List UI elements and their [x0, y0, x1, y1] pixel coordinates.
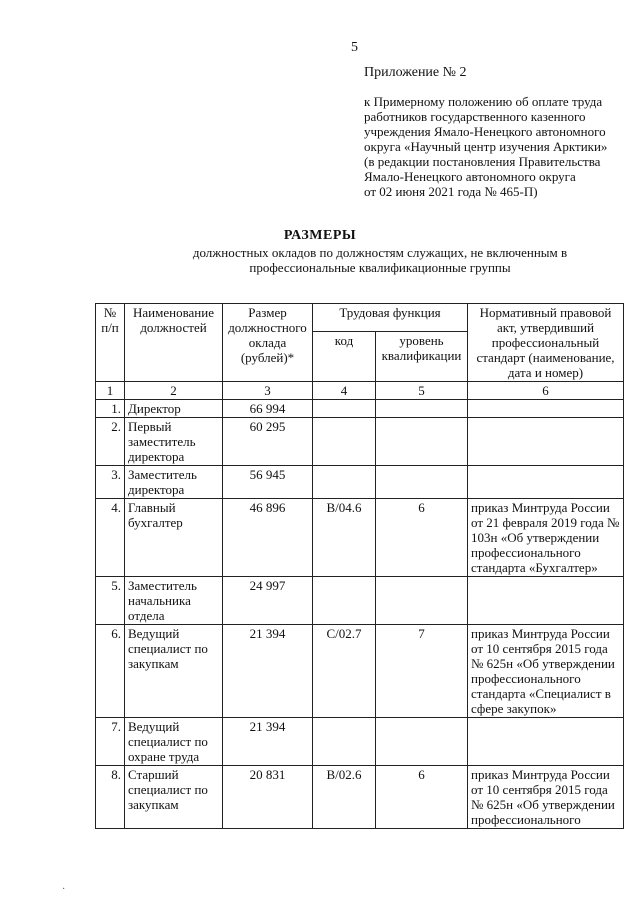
table-row	[96, 499, 624, 577]
row-name: Заместитель директора	[125, 466, 223, 499]
appendix-line: округа «Научный центр изучения Арктики»	[364, 139, 608, 154]
row-level	[376, 466, 468, 499]
header-act: Нормативный правовой акт, утвердивший профессиональный стандарт (наименование, дата и номер)	[468, 304, 624, 382]
row-act	[468, 718, 624, 766]
row-level: 7	[376, 625, 468, 718]
row-name: Директор	[125, 400, 223, 418]
row-num: 1.	[96, 400, 125, 418]
header-code: код	[313, 331, 376, 381]
table-row	[96, 577, 624, 625]
row-act: приказ Минтруда России от 10 сентября 2015 года № 625н «Об утверждении профессионального стандарта «Специалист в сфере закупок»	[468, 625, 624, 718]
row-name: Заместитель начальника отдела	[125, 577, 223, 625]
row-salary: 56 945	[223, 466, 313, 499]
table-row	[96, 466, 624, 499]
row-code	[313, 418, 376, 466]
row-num: 5.	[96, 577, 125, 625]
column-number: 3	[223, 382, 313, 400]
column-number: 1	[96, 382, 125, 400]
header-name: Наименование должностей	[125, 304, 223, 382]
row-name: Ведущий специалист по охране труда	[125, 718, 223, 766]
row-level: 6	[376, 766, 468, 829]
salary-table	[95, 303, 624, 829]
row-num: 8.	[96, 766, 125, 829]
row-salary: 66 994	[223, 400, 313, 418]
row-code	[313, 466, 376, 499]
row-code: С/02.7	[313, 625, 376, 718]
column-number: 6	[468, 382, 624, 400]
row-level	[376, 400, 468, 418]
row-level: 6	[376, 499, 468, 577]
row-code: В/04.6	[313, 499, 376, 577]
appendix-line: от 02 июня 2021 года № 465-П)	[364, 184, 538, 199]
row-name: Главный бухгалтер	[125, 499, 223, 577]
row-salary: 20 831	[223, 766, 313, 829]
row-salary: 24 997	[223, 577, 313, 625]
row-code	[313, 577, 376, 625]
appendix-line: к Примерному положению об оплате труда	[364, 94, 603, 109]
row-act: приказ Минтруда России от 10 сентября 2015 года № 625н «Об утверждении профессионального	[468, 766, 624, 829]
row-act: приказ Минтруда России от 21 февраля 2019 года № 103н «Об утверждении профессионального стандарта «Бухгалтер»	[468, 499, 624, 577]
row-level	[376, 577, 468, 625]
row-salary: 60 295	[223, 418, 313, 466]
column-number: 5	[376, 382, 468, 400]
row-num: 3.	[96, 466, 125, 499]
row-code: В/02.6	[313, 766, 376, 829]
page-number: 5	[351, 40, 358, 55]
row-level	[376, 418, 468, 466]
row-code	[313, 718, 376, 766]
scan-speck: ·	[62, 884, 66, 895]
row-num: 6.	[96, 625, 125, 718]
header-labor-function: Трудовая функция	[313, 304, 468, 332]
row-name: Старший специалист по закупкам	[125, 766, 223, 829]
row-act	[468, 418, 624, 466]
table-row	[96, 400, 624, 418]
document-title: РАЗМЕРЫ	[283, 228, 357, 243]
row-name: Ведущий специалист по закупкам	[125, 625, 223, 718]
row-code	[313, 400, 376, 418]
row-act	[468, 466, 624, 499]
table-row	[96, 418, 624, 466]
appendix-line: учреждения Ямало-Ненецкого автономного	[364, 124, 606, 139]
row-act	[468, 400, 624, 418]
header-level: уровень квалификации	[376, 331, 468, 381]
appendix-line: работников государственного казенного	[364, 109, 586, 124]
row-salary: 46 896	[223, 499, 313, 577]
appendix-heading: Приложение № 2	[364, 65, 467, 80]
table-row	[96, 766, 624, 829]
column-number-row	[96, 382, 624, 400]
row-salary: 21 394	[223, 718, 313, 766]
subtitle-line: профессиональные квалификационные группы	[249, 260, 511, 275]
column-number: 4	[313, 382, 376, 400]
row-salary: 21 394	[223, 625, 313, 718]
header-salary: Размер должностного оклада (рублей)*	[223, 304, 313, 382]
table-row	[96, 718, 624, 766]
row-num: 4.	[96, 499, 125, 577]
header-num: № п/п	[96, 304, 125, 382]
document-subtitle	[160, 245, 600, 275]
row-num: 7.	[96, 718, 125, 766]
row-num: 2.	[96, 418, 125, 466]
column-number: 2	[125, 382, 223, 400]
appendix-reference	[364, 94, 634, 199]
table-header-row	[96, 304, 624, 332]
row-level	[376, 718, 468, 766]
table-row	[96, 625, 624, 718]
row-name: Первый заместитель директора	[125, 418, 223, 466]
row-act	[468, 577, 624, 625]
appendix-line: Ямало-Ненецкого автономного округа	[364, 169, 576, 184]
subtitle-line: должностных окладов по должностям служащих, не включенным в	[192, 245, 568, 260]
appendix-line: (в редакции постановления Правительства	[364, 154, 601, 169]
